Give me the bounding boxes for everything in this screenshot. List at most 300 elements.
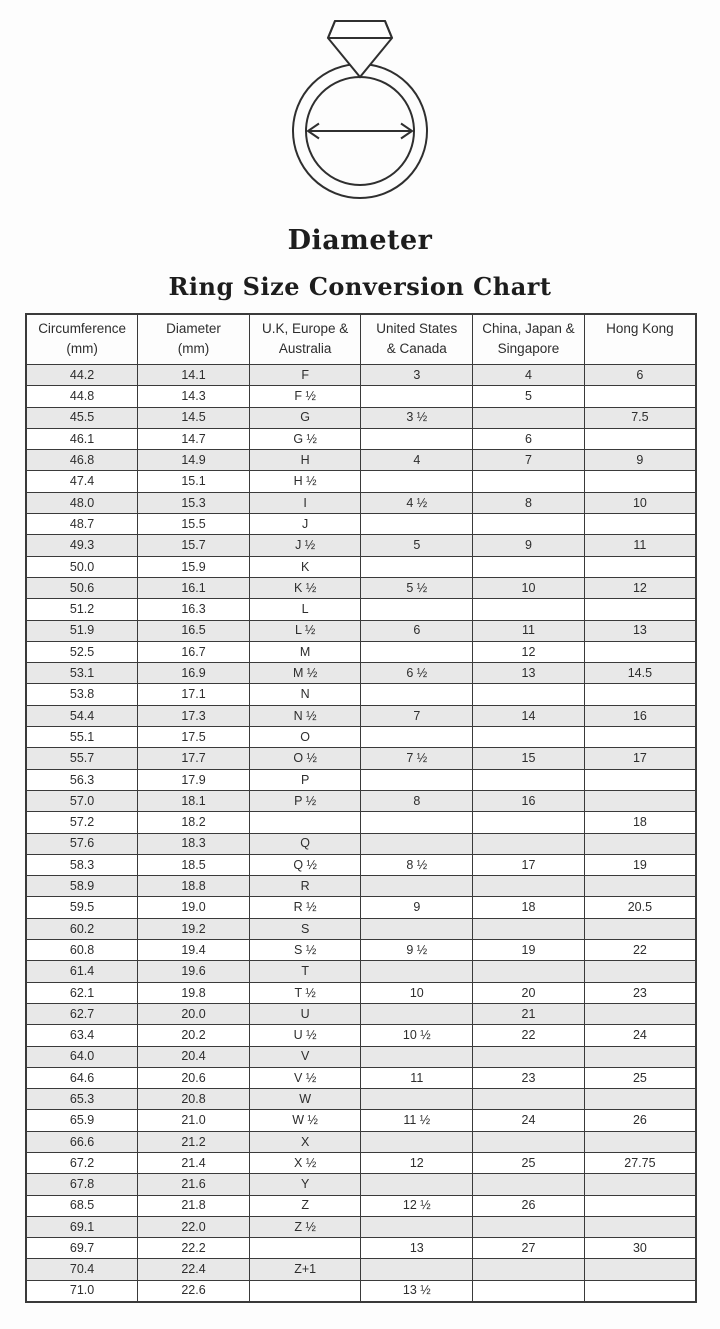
table-cell: 10 [473,577,585,598]
table-cell: 19 [584,854,696,875]
table-cell [584,386,696,407]
table-cell [249,1280,361,1301]
table-cell: 11 [473,620,585,641]
table-cell: F ½ [249,386,361,407]
table-cell: 23 [584,982,696,1003]
table-cell: 18.8 [138,876,250,897]
table-cell [361,386,473,407]
table-cell: 17.9 [138,769,250,790]
header-line: Australia [278,341,332,356]
header-row [26,314,696,365]
header-line: Singapore [497,341,560,356]
table-cell: 18.2 [138,812,250,833]
table-cell [473,918,585,939]
table-cell: X [249,1131,361,1152]
table-cell: 3 [361,365,473,386]
table-cell [584,1089,696,1110]
table-cell: 56.3 [26,769,138,790]
conversion-table-body [26,365,696,1302]
table-cell [361,833,473,854]
table-cell: 17 [473,854,585,875]
table-row [26,812,696,833]
table-cell [584,428,696,449]
table-cell: T ½ [249,982,361,1003]
table-cell [584,790,696,811]
table-cell [584,1195,696,1216]
header-line: Hong Kong [606,321,674,336]
table-cell: J [249,514,361,535]
table-row [26,1195,696,1216]
table-cell: 19.6 [138,961,250,982]
table-cell: 8 ½ [361,854,473,875]
table-cell: 48.7 [26,514,138,535]
table-cell [473,1046,585,1067]
table-cell: J ½ [249,535,361,556]
table-cell [473,1131,585,1152]
table-cell: 63.4 [26,1025,138,1046]
table-cell: 53.8 [26,684,138,705]
table-cell: 19.4 [138,940,250,961]
table-cell [249,812,361,833]
table-cell: 64.0 [26,1046,138,1067]
table-cell: 10 ½ [361,1025,473,1046]
table-cell: 26 [473,1195,585,1216]
table-cell: U [249,1003,361,1024]
table-cell: O ½ [249,748,361,769]
table-cell [473,556,585,577]
table-cell: 67.2 [26,1152,138,1173]
table-cell: 12 [584,577,696,598]
table-cell: 27.75 [584,1152,696,1173]
table-cell [584,1003,696,1024]
table-row [26,769,696,790]
table-cell [361,961,473,982]
table-cell [584,833,696,854]
table-cell: 46.1 [26,428,138,449]
table-cell: Q ½ [249,854,361,875]
ring-with-diamond-icon [280,13,440,203]
table-cell: 22 [584,940,696,961]
table-cell: 7.5 [584,407,696,428]
table-cell [473,812,585,833]
table-cell: 68.5 [26,1195,138,1216]
table-cell: 13 ½ [361,1280,473,1301]
table-row [26,705,696,726]
table-cell: 19 [473,940,585,961]
table-row [26,897,696,918]
table-cell: 44.8 [26,386,138,407]
table-cell: 11 [361,1067,473,1088]
table-cell: 18.5 [138,854,250,875]
table-cell: 16.7 [138,641,250,662]
table-cell: R [249,876,361,897]
table-cell [584,918,696,939]
table-cell: W [249,1089,361,1110]
table-cell: 22 [473,1025,585,1046]
table-row [26,663,696,684]
table-row [26,876,696,897]
table-cell: 5 [361,535,473,556]
table-cell [584,1046,696,1067]
table-cell: V ½ [249,1067,361,1088]
table-cell: 20.5 [584,897,696,918]
table-cell: 20.6 [138,1067,250,1088]
table-cell [361,769,473,790]
table-cell [584,1216,696,1237]
table-row [26,982,696,1003]
table-cell: 19.2 [138,918,250,939]
table-cell [473,727,585,748]
table-cell [584,769,696,790]
table-row [26,1174,696,1195]
table-cell: 62.7 [26,1003,138,1024]
table-cell [361,1216,473,1237]
table-cell: 21.2 [138,1131,250,1152]
table-cell: Z+1 [249,1259,361,1280]
table-cell: 69.7 [26,1238,138,1259]
table-row [26,833,696,854]
table-cell: 9 [584,450,696,471]
table-cell [361,1046,473,1067]
table-cell: 19.0 [138,897,250,918]
table-row [26,961,696,982]
table-cell [361,918,473,939]
table-cell: 7 [361,705,473,726]
table-row [26,1025,696,1046]
table-cell: 9 [473,535,585,556]
table-row [26,1046,696,1067]
table-cell: K [249,556,361,577]
table-cell: P ½ [249,790,361,811]
table-cell [584,727,696,748]
table-cell: 13 [473,663,585,684]
table-row [26,1238,696,1259]
table-cell: I [249,492,361,513]
table-cell [473,961,585,982]
table-cell: T [249,961,361,982]
table-row [26,641,696,662]
table-cell: 67.8 [26,1174,138,1195]
table-row [26,407,696,428]
table-cell [361,556,473,577]
table-cell: 24 [473,1110,585,1131]
table-cell: 18 [473,897,585,918]
table-cell: 18.1 [138,790,250,811]
table-cell: M ½ [249,663,361,684]
table-cell [473,876,585,897]
header-line: (mm) [177,341,210,356]
table-cell: 58.9 [26,876,138,897]
table-cell [473,769,585,790]
table-cell: 14.1 [138,365,250,386]
table-cell: 14.7 [138,428,250,449]
table-cell: G ½ [249,428,361,449]
table-cell: 22.0 [138,1216,250,1237]
table-row [26,748,696,769]
table-cell: 6 [584,365,696,386]
ring-size-conversion-table [25,313,697,1303]
table-cell: H [249,450,361,471]
table-cell: 4 ½ [361,492,473,513]
header-line: United States [376,321,458,336]
table-cell: 4 [361,450,473,471]
table-cell: V [249,1046,361,1067]
table-cell: 55.1 [26,727,138,748]
table-cell [584,641,696,662]
table-cell [473,833,585,854]
table-cell: 10 [361,982,473,1003]
table-cell [361,514,473,535]
header-diameter [138,314,250,365]
table-cell [584,556,696,577]
table-cell [473,407,585,428]
header-line: U.K, Europe & [261,321,349,336]
table-cell [361,1131,473,1152]
table-cell [249,1238,361,1259]
header-line: Diameter [166,321,221,336]
table-cell: 15.5 [138,514,250,535]
table-cell: 61.4 [26,961,138,982]
table-cell [361,1089,473,1110]
table-cell: 20.2 [138,1025,250,1046]
table-cell: 14.5 [584,663,696,684]
table-cell: S [249,918,361,939]
table-cell: 50.6 [26,577,138,598]
table-cell [473,599,585,620]
table-cell: 51.9 [26,620,138,641]
table-cell: 6 ½ [361,663,473,684]
table-cell: 12 ½ [361,1195,473,1216]
table-cell: O [249,727,361,748]
table-cell: 25 [473,1152,585,1173]
header-line: (mm) [66,341,98,356]
table-row [26,514,696,535]
table-cell: 17.5 [138,727,250,748]
table-cell: 30 [584,1238,696,1259]
table-cell: 58.3 [26,854,138,875]
table-cell: 50.0 [26,556,138,577]
ring-diameter-figure [0,0,720,256]
table-cell: 9 ½ [361,940,473,961]
table-cell [361,812,473,833]
table-cell: 24 [584,1025,696,1046]
table-row [26,1216,696,1237]
table-cell: 15.9 [138,556,250,577]
table-cell: 14.3 [138,386,250,407]
table-row [26,1003,696,1024]
table-cell [473,1259,585,1280]
table-row [26,1067,696,1088]
table-cell: 17 [584,748,696,769]
diameter-label: Diameter [287,225,433,256]
table-row [26,1089,696,1110]
table-cell: 8 [473,492,585,513]
table-cell: 20 [473,982,585,1003]
table-cell: 9 [361,897,473,918]
table-cell [361,599,473,620]
table-cell: 22.6 [138,1280,250,1301]
table-cell [473,1089,585,1110]
table-cell: 60.8 [26,940,138,961]
table-header [26,314,696,365]
table-cell [584,471,696,492]
table-cell [473,471,585,492]
page-title: Ring Size Conversion Chart [168,272,552,301]
table-row [26,386,696,407]
table-cell: 21.4 [138,1152,250,1173]
table-cell: 5 [473,386,585,407]
table-cell: 57.6 [26,833,138,854]
header-uk-europe-australia [249,314,361,365]
table-cell: 20.4 [138,1046,250,1067]
table-cell: 20.8 [138,1089,250,1110]
table-cell [473,1174,585,1195]
table-cell: H ½ [249,471,361,492]
table-cell: 6 [473,428,585,449]
table-cell: 18.3 [138,833,250,854]
table-cell: M [249,641,361,662]
table-cell [584,961,696,982]
table-cell: 12 [473,641,585,662]
table-row [26,599,696,620]
table-cell: 52.5 [26,641,138,662]
table-row [26,790,696,811]
table-cell: F [249,365,361,386]
table-cell: 60.2 [26,918,138,939]
table-row [26,471,696,492]
table-cell: 55.7 [26,748,138,769]
table-cell: R ½ [249,897,361,918]
table-cell: 7 ½ [361,748,473,769]
table-cell: 13 [584,620,696,641]
table-cell [361,1003,473,1024]
table-cell: 65.9 [26,1110,138,1131]
table-cell: X ½ [249,1152,361,1173]
table-cell: 8 [361,790,473,811]
table-row [26,620,696,641]
table-cell: 21.6 [138,1174,250,1195]
table-cell [584,1280,696,1301]
table-cell: 45.5 [26,407,138,428]
table-row [26,854,696,875]
table-row [26,577,696,598]
table-cell: G [249,407,361,428]
table-cell [584,1131,696,1152]
table-cell [473,1216,585,1237]
table-cell: 22.4 [138,1259,250,1280]
header-line: & Canada [386,341,447,356]
table-cell: 69.1 [26,1216,138,1237]
table-cell: U ½ [249,1025,361,1046]
table-cell [473,514,585,535]
table-cell [584,514,696,535]
table-cell [361,876,473,897]
table-row [26,1259,696,1280]
table-cell: N ½ [249,705,361,726]
table-cell: 12 [361,1152,473,1173]
table-cell: 4 [473,365,585,386]
table-cell: 21.0 [138,1110,250,1131]
table-cell: 20.0 [138,1003,250,1024]
table-row [26,492,696,513]
table-row [26,365,696,386]
table-cell [584,599,696,620]
table-cell: 66.6 [26,1131,138,1152]
table-cell: 21 [473,1003,585,1024]
table-cell: 13 [361,1238,473,1259]
table-cell: 11 [584,535,696,556]
table-row [26,428,696,449]
header-china-japan-singapore [473,314,585,365]
table-cell: K ½ [249,577,361,598]
table-cell: 65.3 [26,1089,138,1110]
table-row [26,727,696,748]
table-cell: 23 [473,1067,585,1088]
table-cell: 3 ½ [361,407,473,428]
table-cell [584,876,696,897]
table-cell: S ½ [249,940,361,961]
table-cell: Z ½ [249,1216,361,1237]
table-row [26,1152,696,1173]
table-cell: 15.7 [138,535,250,556]
table-cell: 62.1 [26,982,138,1003]
table-cell: 71.0 [26,1280,138,1301]
table-cell [584,1174,696,1195]
table-cell: 70.4 [26,1259,138,1280]
table-cell: 53.1 [26,663,138,684]
table-cell: 19.8 [138,982,250,1003]
table-cell [584,1259,696,1280]
table-cell: 16 [584,705,696,726]
table-cell [361,1259,473,1280]
table-cell: Y [249,1174,361,1195]
table-cell: 15 [473,748,585,769]
table-cell: 11 ½ [361,1110,473,1131]
table-cell: 7 [473,450,585,471]
table-row [26,450,696,471]
table-cell [473,684,585,705]
table-cell [361,428,473,449]
table-row [26,918,696,939]
table-cell: 47.4 [26,471,138,492]
table-cell: 44.2 [26,365,138,386]
table-cell: 10 [584,492,696,513]
table-cell: 57.0 [26,790,138,811]
table-cell: L ½ [249,620,361,641]
table-cell: 16 [473,790,585,811]
table-cell: 17.7 [138,748,250,769]
table-cell: 14.9 [138,450,250,471]
table-row [26,556,696,577]
table-cell: 22.2 [138,1238,250,1259]
table-cell: N [249,684,361,705]
table-cell: 46.8 [26,450,138,471]
table-cell: 51.2 [26,599,138,620]
table-cell [361,641,473,662]
table-cell: 16.5 [138,620,250,641]
table-row [26,535,696,556]
table-row [26,1110,696,1131]
header-line: China, Japan & [482,321,575,336]
table-cell [361,1174,473,1195]
table-cell [361,471,473,492]
table-cell: 64.6 [26,1067,138,1088]
table-cell: 16.1 [138,577,250,598]
table-cell [361,727,473,748]
header-circumference [26,314,138,365]
table-cell: Z [249,1195,361,1216]
table-cell: 49.3 [26,535,138,556]
